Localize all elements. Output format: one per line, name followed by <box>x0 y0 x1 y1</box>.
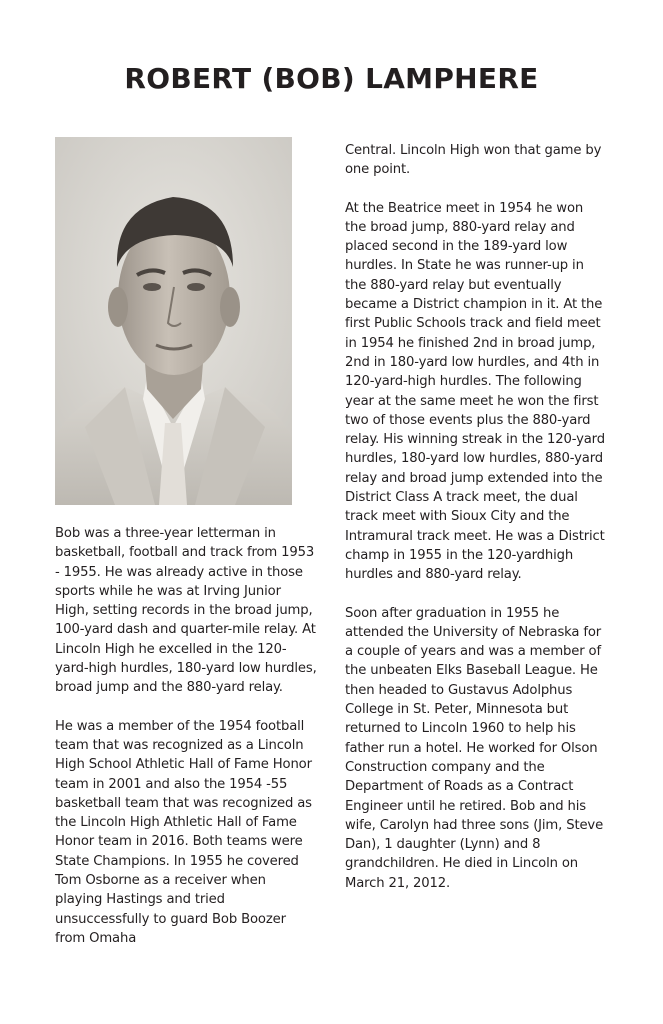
paragraph: He was a member of the 1954 football team that was recognized as a Lincoln High School Athletic Hall of Fame Honor team in 2001 and also the 1954 -55 basketball team that was recognized as the Lincoln High Athletic Hall of Fame Honor team in 2016. Both teams were State Champions. In 1955 he covered Tom Osborne as a receiver when playing Hastings and tried unsuccessfully to guard Bob Boozer from Omaha <box>55 718 312 946</box>
right-text-column <box>345 141 607 912</box>
page-title: ROBERT (BOB) LAMPHERE <box>124 62 539 95</box>
paragraph: Bob was a three-year letterman in basketball, football and track from 1953 - 1955. He was already active in those sports while he was at Irving Junior High, setting records in the broad jump, 100-yard dash and quarter-mile relay. At Lincoln High he excelled in the 120-yard-high hurdles, 180-yard low hurdles, broad jump and the 880-yard relay. <box>55 526 317 696</box>
paragraph: Soon after graduation in 1955 he attended the University of Nebraska for a couple of years and was a member of the unbeaten Elks Baseball League. He then headed to Gustavus Adolphus College in St. Peter, Minnesota but returned to Lincoln 1960 to help his father run a hotel. He worked for Olson Construction company and the Department of Roads as a Contract Engineer until he retired. Bob and his wife, Carolyn had three sons (Jim, Steve Dan), 1 daughter (Lynn) and 8 grandchildren. He died in Lincoln on March 21, 2012. <box>345 605 604 891</box>
left-text-column <box>55 524 317 967</box>
paragraph: At the Beatrice meet in 1954 he won the broad jump, 880-yard relay and placed second in the 189-yard low hurdles. In State he was runner-up in the 880-yard relay but eventually became a District champion in it. At the first Public Schools track and field meet in 1954 he finished 2nd in broad jump, 2nd in 180-yard low hurdles, and 4th in 120-yard-high hurdles. The following year at the same meet he won the first two of those events plus the 880-yard relay. His winning streak in the 120-yard hurdles, 180-yard low hurdles, 880-yard relay and broad jump extended into the District Class A track meet, the dual track meet with Sioux City and the Intramural track meet. He was a District champ in 1955 in the 120-yardhigh hurdles and 880-yard relay. <box>345 200 605 583</box>
paragraph: Central. Lincoln High won that game by one point. <box>345 143 602 178</box>
portrait-photo <box>55 137 292 505</box>
